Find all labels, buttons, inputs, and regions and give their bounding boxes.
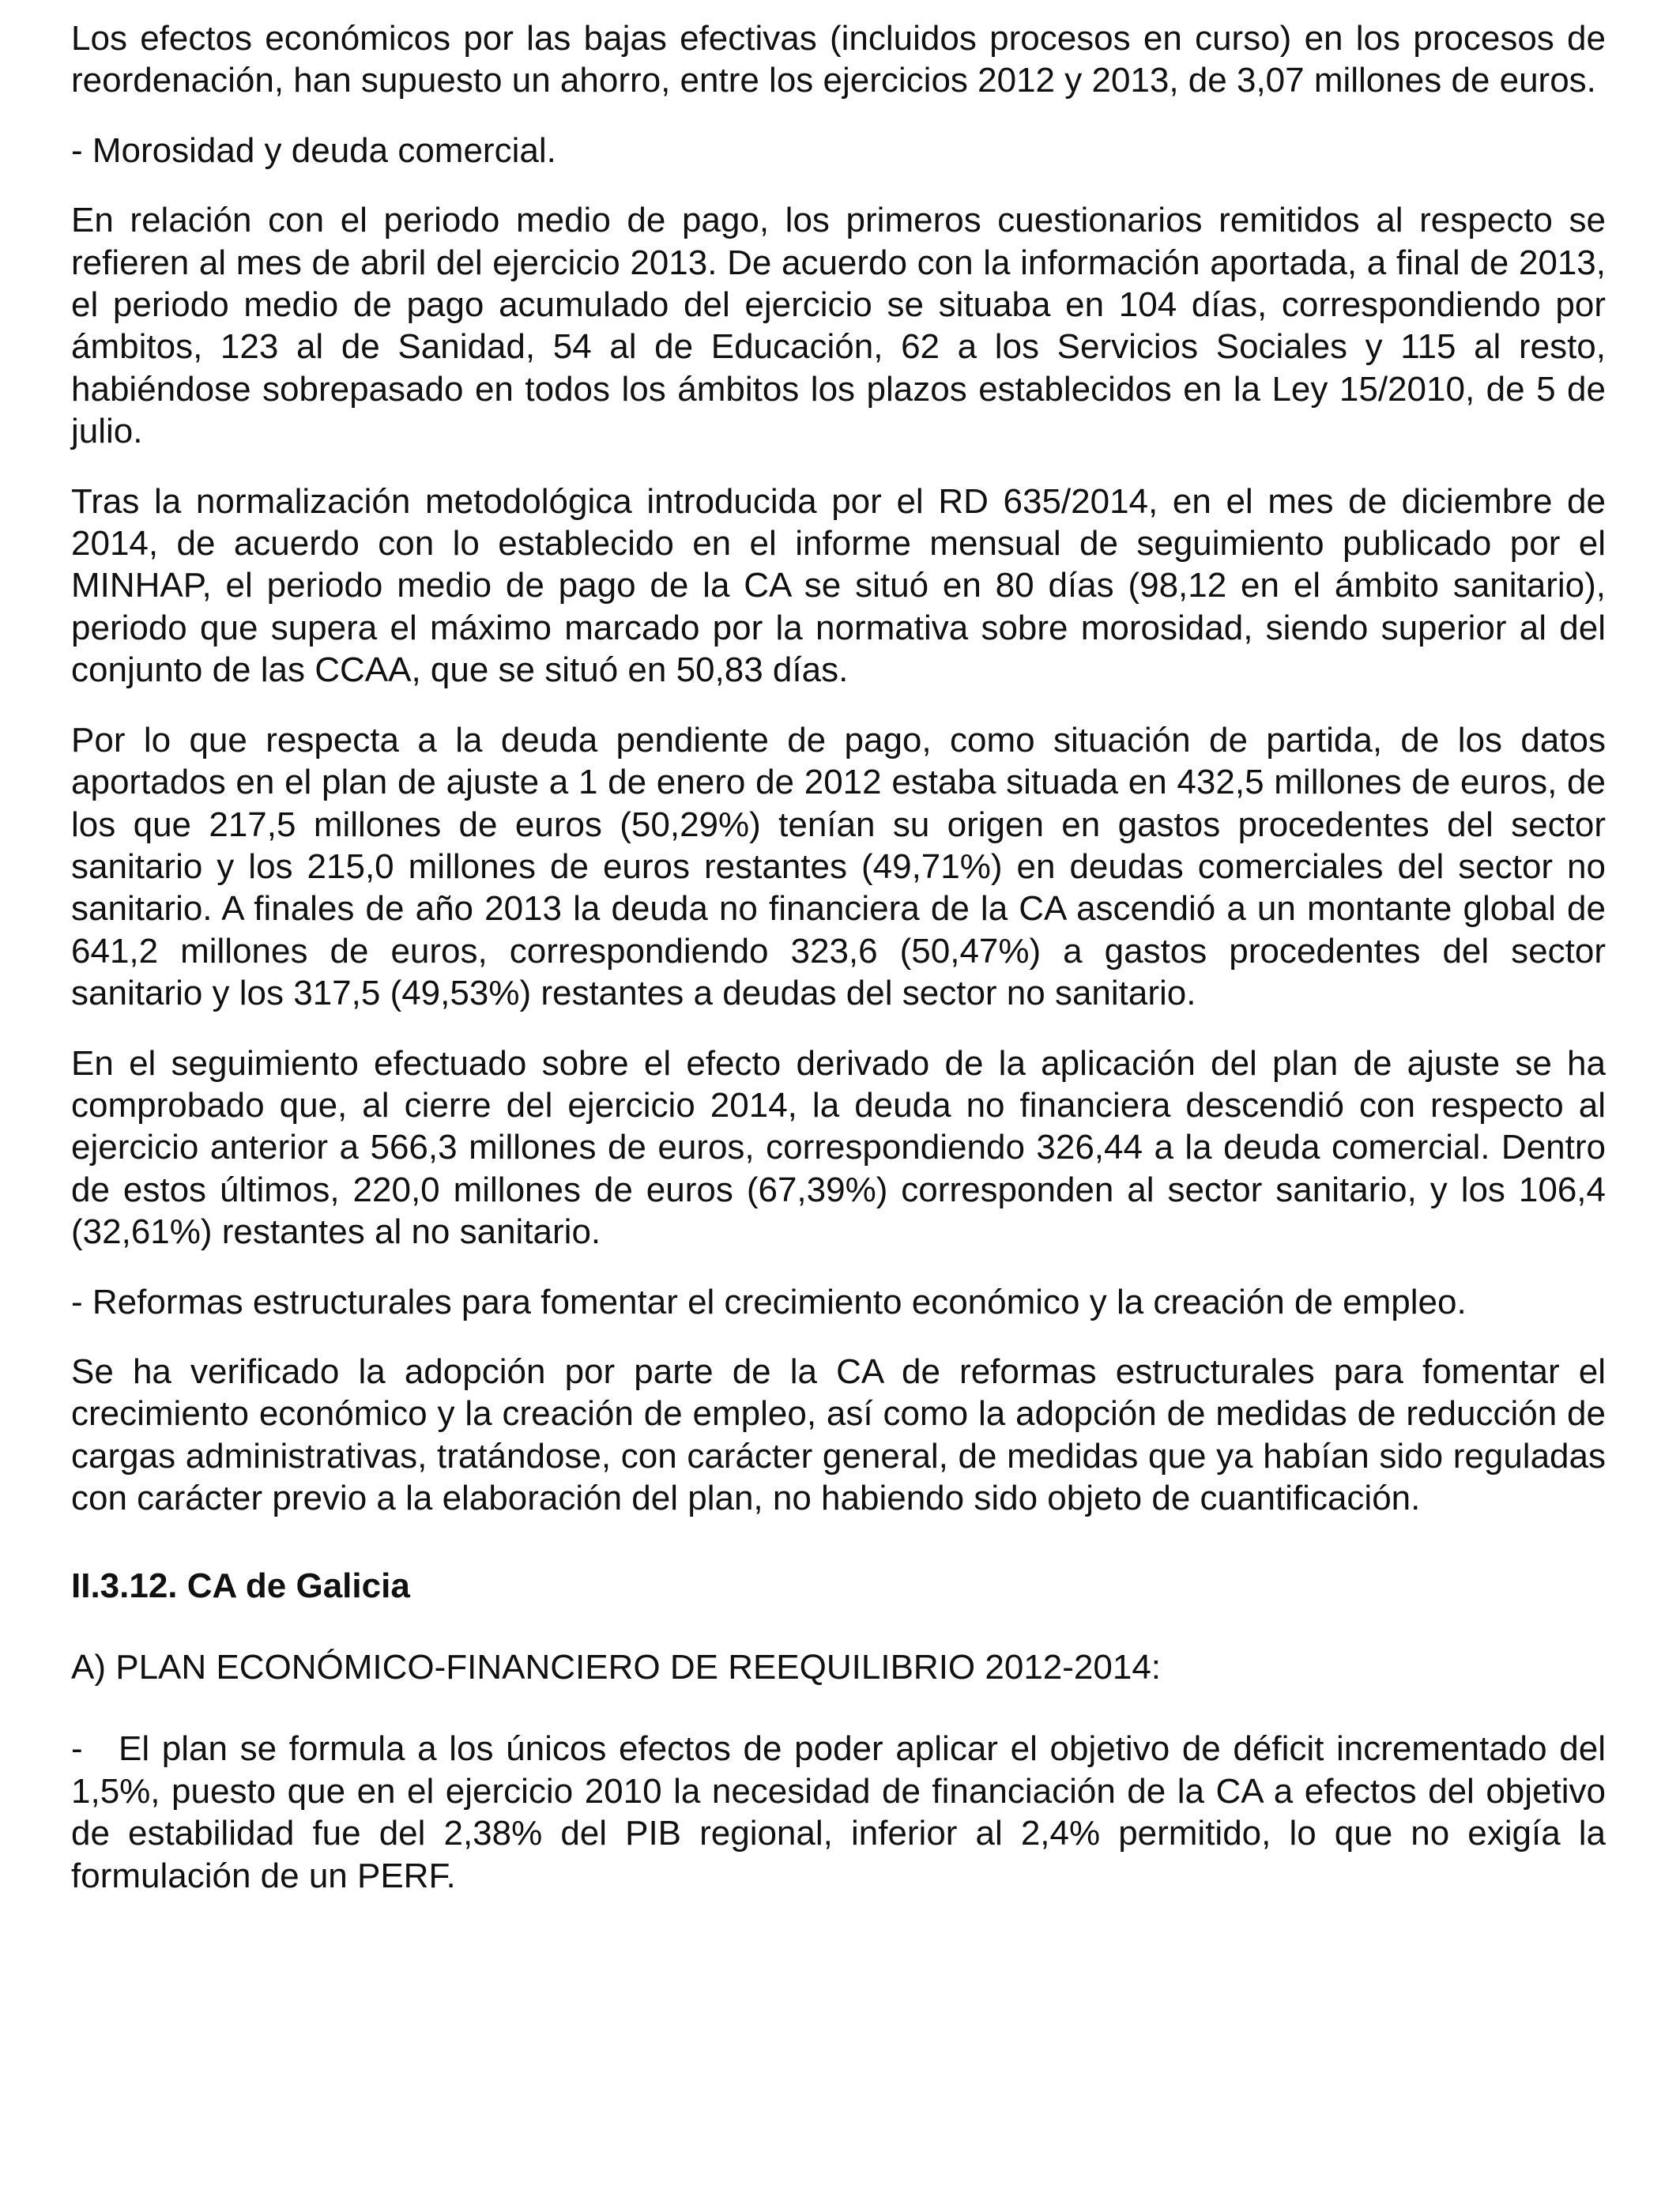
bullet-dash: - — [71, 1729, 83, 1769]
section-item-reformas: - Reformas estructurales para fomentar el crecimiento económico y la creación de empleo. — [71, 1282, 1467, 1321]
section-item-morosidad: - Morosidad y deuda comercial. — [71, 130, 556, 170]
document-page — [71, 17, 1606, 1924]
paragraph-normalizacion-metodologica: Tras la normalización metodológica introducida por el RD 635/2014, en el mes de diciembre de 2014, de acuerdo con lo establecido en el informe mensual de seguimiento publicado por el MINHAP, el periodo medio de pago de la CA se situó en 80 días (98,12 en el ámbito sanitario), periodo que supera el máximo marcado por la normativa sobre morosidad, siendo superior al del conjunto de las CCAA, que se situó en 50,83 días. — [71, 481, 1606, 690]
paragraph-deuda-pendiente: Por lo que respecta a la deuda pendiente de pago, como situación de partida, de los datos aportados en el plan de ajuste a 1 de enero de 2012 estaba situada en 432,5 millones de euros, de los que 217,5 millones de euros (50,29%) tenían su origen en gastos procedentes del sector sanitario y los 215,0 millones de euros restantes (49,71%) en deudas comerciales del sector no sanitario. A finales de año 2013 la deuda no financiera de la CA ascendió a un montante global de 641,2 millones de euros, correspondiendo 323,6 (50,47%) a gastos procedentes del sector sanitario y los 317,5 (49,53%) restantes a deudas del sector no sanitario. — [71, 720, 1606, 1013]
paragraph-periodo-medio-pago: En relación con el periodo medio de pago, los primeros cuestionarios remitidos al respecto se refieren al mes de abril del ejercicio 2013. De acuerdo con la información aportada, a final de 2013, el periodo medio de pago acumulado del ejercicio se situaba en 104 días, correspondiendo por ámbitos, 123 al de Sanidad, 54 al de Educación, 62 a los Servicios Sociales y 115 al resto, habiéndose sobrepasado en todos los ámbitos los plazos establecidos en la Ley 15/2010, de 5 de julio. — [71, 201, 1606, 451]
bullet-paragraph — [71, 1728, 1606, 1897]
paragraph-seguimiento-plan: En el seguimiento efectuado sobre el efecto derivado de la aplicación del plan de ajuste se ha comprobado que, al cierre del ejercicio 2014, la deuda no financiera descendió con respecto al ejercicio anterior a 566,3 millones de euros, correspondiendo 326,44 a la deuda comercial. Dentro de estos últimos, 220,0 millones de euros (67,39%) corresponden al sector sanitario, y los 106,4 (32,61%) restantes al no sanitario. — [71, 1043, 1606, 1252]
paragraph-ahorro-bajas: Los efectos económicos por las bajas efectivas (incluidos procesos en curso) en los procesos de reordenación, han supuesto un ahorro, entre los ejercicios 2012 y 2013, de 3,07 millones de euros. — [71, 19, 1606, 100]
section-heading: II.3.12. CA de Galicia — [71, 1566, 410, 1605]
subheading-plan-economico: A) PLAN ECONÓMICO-FINANCIERO DE REEQUILIBRIO 2012-2014: — [71, 1648, 1162, 1687]
paragraph-reformas-estructurales: Se ha verificado la adopción por parte de la CA de reformas estructurales para fomentar el crecimiento económico y la creación de empleo, así como la adopción de medidas de reducción de cargas administrativas, tratándose, con carácter general, de medidas que ya habían sido reguladas con carácter previo a la elaboración del plan, no habiendo sido objeto de cuantificación. — [71, 1351, 1606, 1518]
bullet-text: El plan se formula a los únicos efectos de poder aplicar el objetivo de déficit incrementado del 1,5%, puesto que en el ejercicio 2010 la necesidad de financiación de la CA a efectos del objetivo de estabilidad fue del 2,38% del PIB regional, inferior al 2,4% permitido, lo que no exigía la formulación de un PERF. — [71, 1729, 1606, 1895]
